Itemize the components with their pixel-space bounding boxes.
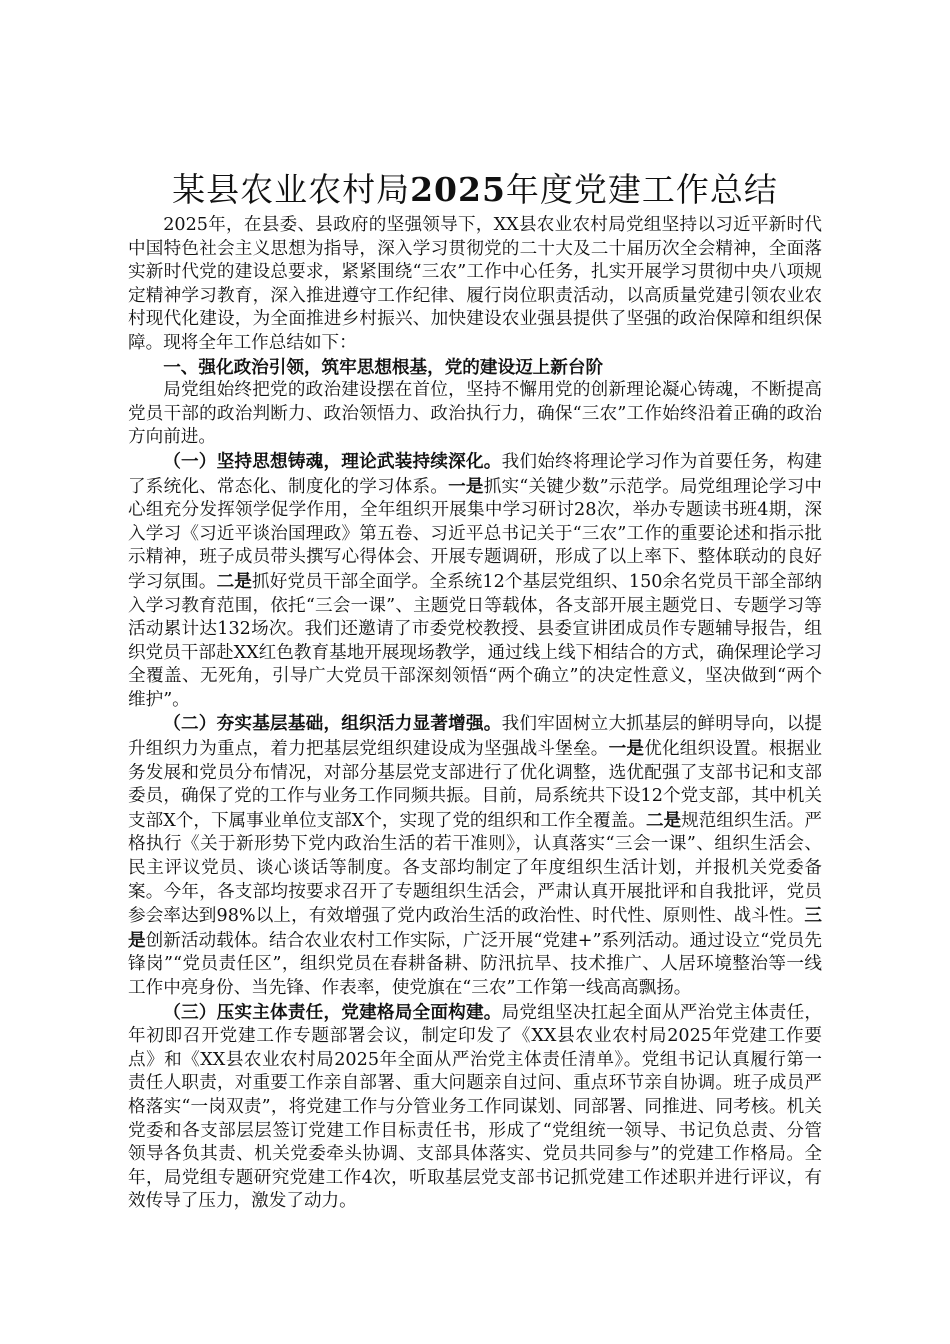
subsection-2-heading: （二）夯实基层基础，组织活力显著增强。 [163,713,502,735]
intro-paragraph: 2025年，在县委、县政府的坚强领导下，XX县农业农村局党组坚持以习近平新时代中国特色社会主义思想为指导，深入学习贯彻党的二十大及二十届历次全会精神，全面落实新时代党的建设总要求，紧紧围绕“三农”工作中心任务，扎实开展学习贯彻中央八项规定精神学习教育，深入推进遵守工作纪律、履行岗位职责活动，以高质量党建引领农业农村现代化建设，为全面推进乡村振兴、加快建设农业强县提供了坚强的政治保障和组织保障。现将全年工作总结如下： [128,215,822,353]
section-1-heading: 一、强化政治引领，筑牢思想根基，党的建设迈上新台阶 [163,356,604,378]
text-span: 抓好党员干部全面学。全系统12个基层党组织、150余名党员干部全部纳入学习教育范围，依托“三会一课”、主题党日等载体，各支部开展主题党日、专题学习等活动累计达132场次。我们还邀请了市委党校教授、县委宣讲团成员作专题辅导报告，组织党员干部赴XX红色教育基地开展现场教学，通过线上线下相结合的方式，确保理论学习全覆盖、无死角，引导广大党员干部深刻领悟“两个确立”的决定性意义，坚决做到“两个维护”。 [128,571,822,710]
text-span: 局党组坚决扛起全面从严治党主体责任，年初即召开党建工作专题部署会议，制定印发了《XX县农业农村局2025年党建工作要点》和《XX县农业农村局2025年全面从严治党主体责任清单》。党组书记认真履行第一责任人职责，对重要工作亲自部署、重大问题亲自过问、重点环节亲自协调。班子成员严格落实“一岗双责”，将党建工作与分管业务工作同谋划、同部署、同推进、同考核。机关党委和各支部层层签订党建工作目标责任书，形成了“党组统一领导、书记负总责、分管领导各负其责、机关党委牵头协调、支部具体落实、党员共同参与”的党建工作格局。全年，局党组专题研究党建工作4次，听取基层党支部书记抓党建工作述职并进行评议，有效传导了压力，激发了动力。 [128,1002,822,1212]
subsection-2-paragraph [128,712,822,1000]
ordinal-marker: 二是 [645,809,682,831]
text-span: 我们牢固树立大抓基层的鲜明导向，以提升组织力为重点，着力把基层党组织建设成为坚强战斗堡垒。 [128,714,822,760]
title-prefix: 某县农业农村局 [172,170,411,209]
document-title [128,168,822,212]
subsection-3-heading: （三）压实主体责任，党建格局全面构建。 [163,1001,502,1023]
ordinal-marker: 三是 [128,905,822,951]
document-page [128,168,822,1214]
subsection-3-paragraph [128,1001,822,1214]
subsection-1-paragraph [128,450,822,713]
text-span: 创新活动载体。结合农业农村工作实际，广泛开展“党建+”系列活动。通过设立“党员先锋岗”“党员责任区”，组织党员在春耕备耕、防汛抗旱、技术推广、人居环境整治等一线工作中亮身份、当先锋、作表率，使党旗在“三农”工作第一线高高飘扬。 [128,930,822,998]
title-suffix: 年度党建工作总结 [505,170,778,209]
title-year: 2025 [410,170,506,209]
subsection-1-heading: （一）坚持思想铸魂，理论武装持续深化。 [163,450,502,472]
text-span: 抓实“关键少数”示范学。局党组理论学习中心组充分发挥领学促学作用，全年组织开展集中学习研讨28次，举办专题读书班4期，深入学习《习近平谈治国理政》第五卷、习近平总书记关于“三农”工作的重要论述和指示批示精神，班子成员带头撰写心得体会、开展专题调研，形成了以上率下、整体联动的良好学习氛围。 [128,476,822,592]
text-span: 我们始终将理论学习作为首要任务，构建了系统化、常态化、制度化的学习体系。 [128,451,822,497]
ordinal-marker: 二是 [216,570,253,592]
ordinal-marker: 一是 [608,738,645,760]
ordinal-marker: 一是 [448,475,484,497]
text-span: 规范组织生活。严格执行《关于新形势下党内政治生活的若干准则》，认真落实“三会一课”、组织生活会、民主评议党员、谈心谈话等制度。各支部均制定了年度组织生活计划，并报机关党委备案。今年，各支部均按要求召开了专题组织生活会，严肃认真开展批评和自我批评，党员参会率达到98%以上，有效增强了党内政治生活的政治性、时代性、原则性、战斗性。 [128,810,822,927]
section-1-intro-paragraph: 局党组始终把党的政治建设摆在首位，坚持不懈用党的创新理论凝心铸魂，不断提高党员干部的政治判断力、政治领悟力、政治执行力，确保“三农”工作始终沿着正确的政治方向前进。 [128,380,822,448]
text-span: 优化组织设置。根据业务发展和党员分布情况，对部分基层党支部进行了优化调整，选优配强了支部书记和支部委员，确保了党的工作与业务工作同频共振。目前，局系统共下设12个党支部，其中机关支部X个，下属事业单位支部X个，实现了党的组织和工作全覆盖。 [128,739,822,831]
